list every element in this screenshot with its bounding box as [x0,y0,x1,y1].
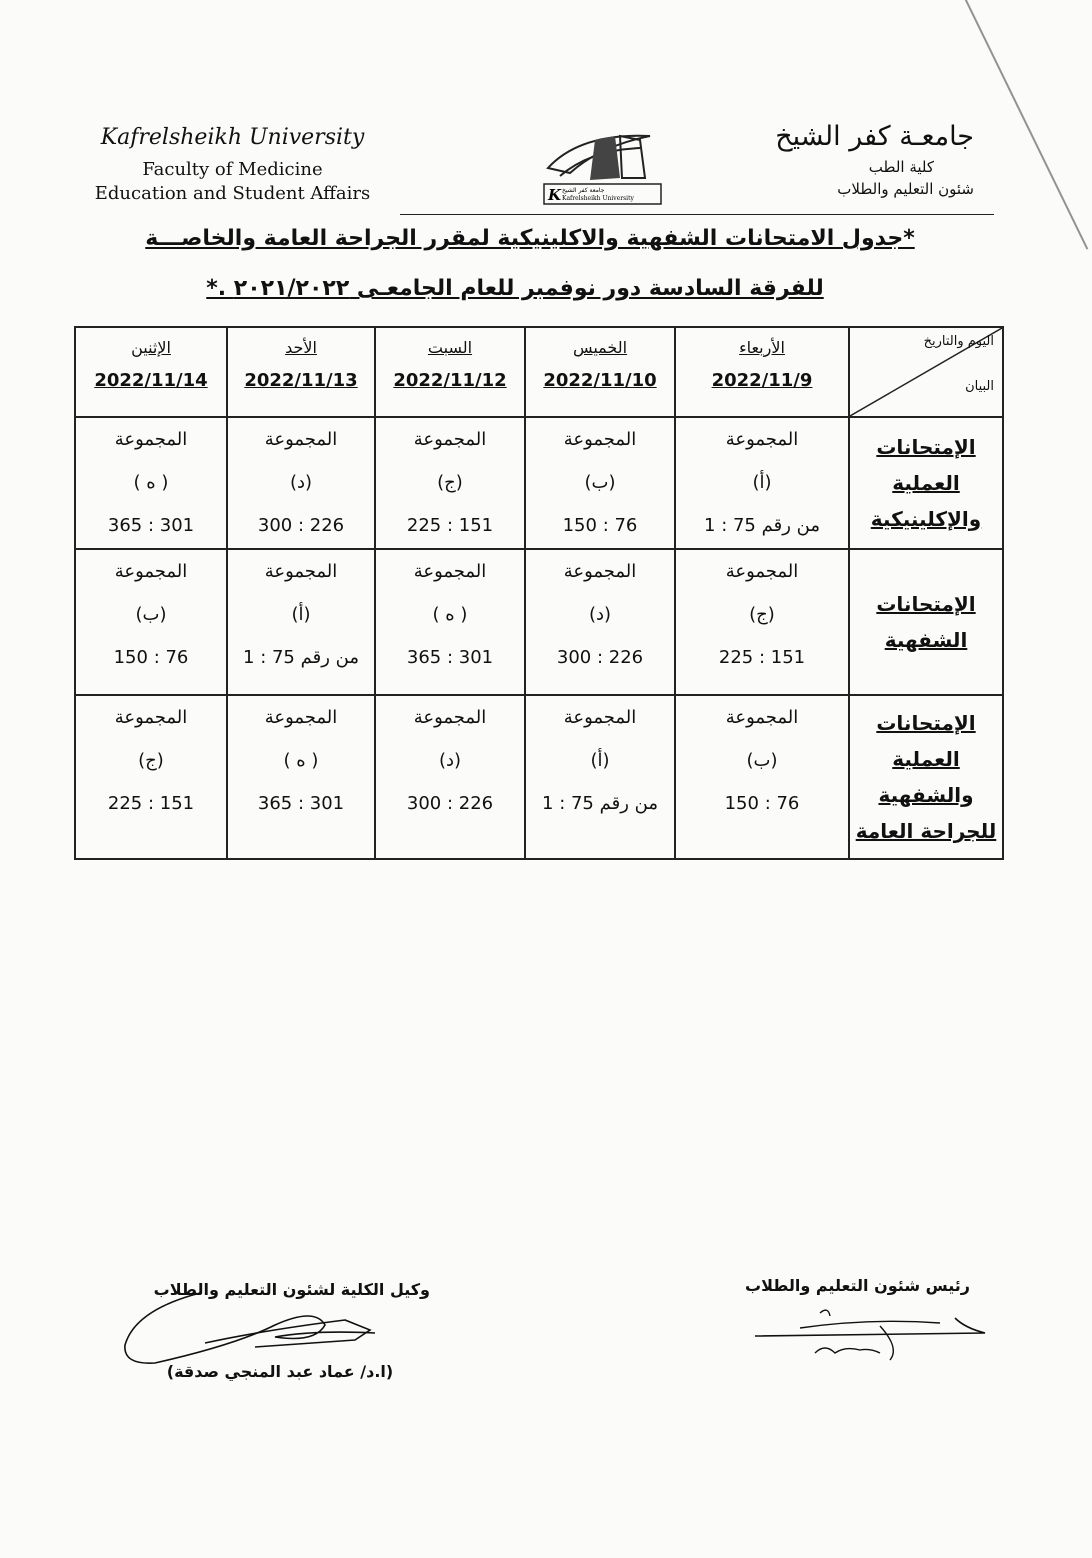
vice-dean-signature-icon [115,1285,415,1370]
range-numbers: 1 : 75 [542,793,594,814]
svg-text:K: K [548,186,562,204]
affairs-name-en: Education and Student Affairs [94,183,371,204]
group-cell [75,549,227,695]
range-numbers: 225 : 151 [406,515,494,536]
student-range [676,782,848,825]
group-label: المجموعة [413,561,487,582]
faculty-name-en: Faculty of Medicine [142,159,323,180]
group-cell [227,549,375,695]
group-label: المجموعة [413,429,487,450]
group-letter: ( ه ) [283,750,319,771]
student-range [676,504,848,547]
day-date: 2022/11/9 [711,370,813,391]
day-date: 2022/11/14 [94,370,208,391]
group-cell [375,695,525,859]
university-name-ar: جامعـة كفر الشيخ [775,121,974,152]
group-label: المجموعة [114,707,188,728]
range-numbers: 150 : 76 [562,515,638,536]
row-label-line: والشفهية [878,783,974,807]
range-numbers: 225 : 151 [107,793,195,814]
group-cell [675,695,849,859]
day-date: 2022/11/13 [244,370,358,391]
row-label [849,417,1003,549]
student-range [76,636,226,679]
group-label: المجموعة [114,561,188,582]
range-numbers: 365 : 301 [107,515,195,536]
day-name: السبت [427,338,473,357]
student-range [526,504,674,547]
logo-text-ar: جامعة كفر الشيخ [562,187,605,194]
row-label-line: الشفهية [884,628,968,652]
row-label-line: العملية [892,747,960,771]
page-edge-line [955,0,1088,250]
corner-cell [849,327,1003,417]
student-range [526,636,674,679]
group-cell [525,695,675,859]
range-prefix: من رقم [761,515,820,536]
table-header-row [75,327,1003,417]
day-header [525,327,675,417]
vice-dean-title: وكيل الكلية لشئون التعليم والطلاب [153,1280,430,1299]
table-row [75,549,1003,695]
group-cell [75,417,227,549]
day-date: 2022/11/12 [393,370,507,391]
day-name: الخميس [572,338,628,357]
table-row [75,695,1003,859]
student-range [228,782,374,825]
group-letter: (أ) [590,750,610,771]
group-cell [375,549,525,695]
row-label-line: الإمتحانات [876,711,976,735]
header-arabic [775,118,974,200]
group-label: المجموعة [563,429,637,450]
day-name: الأحد [285,338,317,357]
group-letter: (ج) [749,604,775,625]
day-date: 2022/11/10 [543,370,657,391]
student-range [376,636,524,679]
range-numbers: 1 : 75 [704,515,756,536]
day-name: الإثنين [131,338,171,357]
row-label-line: للجراحة العامة [855,819,997,843]
affairs-head-signature-icon [750,1298,995,1368]
group-letter: (ب) [135,604,167,625]
group-label: المجموعة [725,429,799,450]
group-letter: (ج) [138,750,164,771]
range-prefix: من رقم [599,793,658,814]
student-range [376,504,524,547]
group-label: المجموعة [413,707,487,728]
group-cell [375,417,525,549]
group-label: المجموعة [114,429,188,450]
group-letter: ( ه ) [432,604,468,625]
group-cell [227,417,375,549]
schedule-title: *جدول الامتحانات الشفهية والاكلينيكية لمقرر الجراحة العامة والخاصـــة [145,226,915,251]
corner-statement-label: البيان [965,379,994,394]
faculty-name-ar: كلية الطب [868,158,934,176]
row-label-line: والإكلينيكية [870,507,982,531]
group-cell [525,549,675,695]
row-label-line: العملية [892,471,960,495]
group-cell [675,417,849,549]
exam-schedule-table [74,326,1004,860]
group-label: المجموعة [725,561,799,582]
vice-dean-name: (ا.د/ عماد عبد المنجي صدقة) [166,1362,394,1381]
row-label-line: الإمتحانات [876,592,976,616]
affairs-name-ar: شئون التعليم والطلاب [837,180,974,198]
student-range [526,782,674,825]
row-label [849,695,1003,859]
group-label: المجموعة [725,707,799,728]
range-numbers: 365 : 301 [406,647,494,668]
day-header [675,327,849,417]
header-english [60,118,405,206]
university-name-en: Kafrelsheikh University [100,125,365,150]
group-cell [675,549,849,695]
schedule-subtitle: للفرقة السادسة دور نوفمبر للعام الجامعـى ٢٠٢١/٢٠٢٢ .* [206,276,824,301]
group-cell [525,417,675,549]
group-label: المجموعة [264,561,338,582]
student-range [228,504,374,547]
group-cell [227,695,375,859]
range-numbers: 300 : 226 [257,515,345,536]
range-numbers: 225 : 151 [718,647,806,668]
group-letter: (ب) [584,472,616,493]
group-letter: (أ) [752,472,772,493]
range-numbers: 365 : 301 [257,793,345,814]
range-numbers: 1 : 75 [243,647,295,668]
range-prefix: من رقم [300,647,359,668]
group-label: المجموعة [563,707,637,728]
student-range [376,782,524,825]
logo-text-en: Kafrelsheikh University [562,195,634,202]
day-header [227,327,375,417]
group-letter: (ج) [437,472,463,493]
table-row [75,417,1003,549]
corner-day-date-label: اليوم والتاريخ [923,334,994,349]
student-range [676,636,848,679]
day-header [75,327,227,417]
group-label: المجموعة [563,561,637,582]
day-header [375,327,525,417]
group-letter: (د) [289,472,313,493]
group-label: المجموعة [264,707,338,728]
student-range [76,504,226,547]
group-label: المجموعة [264,429,338,450]
affairs-head-title: رئيس شئون التعليم والطلاب [745,1276,970,1295]
student-range [228,636,374,679]
university-logo-icon [540,128,665,210]
range-numbers: 150 : 76 [724,793,800,814]
student-range [76,782,226,825]
row-label-line: الإمتحانات [876,435,976,459]
group-letter: (ب) [746,750,778,771]
group-letter: (أ) [291,604,311,625]
day-name: الأربعاء [739,338,785,357]
group-letter: (د) [438,750,462,771]
group-letter: (د) [588,604,612,625]
row-label [849,549,1003,695]
range-numbers: 300 : 226 [406,793,494,814]
group-cell [75,695,227,859]
header-divider [400,214,994,215]
range-numbers: 300 : 226 [556,647,644,668]
group-letter: ( ه ) [133,472,169,493]
range-numbers: 150 : 76 [113,647,189,668]
